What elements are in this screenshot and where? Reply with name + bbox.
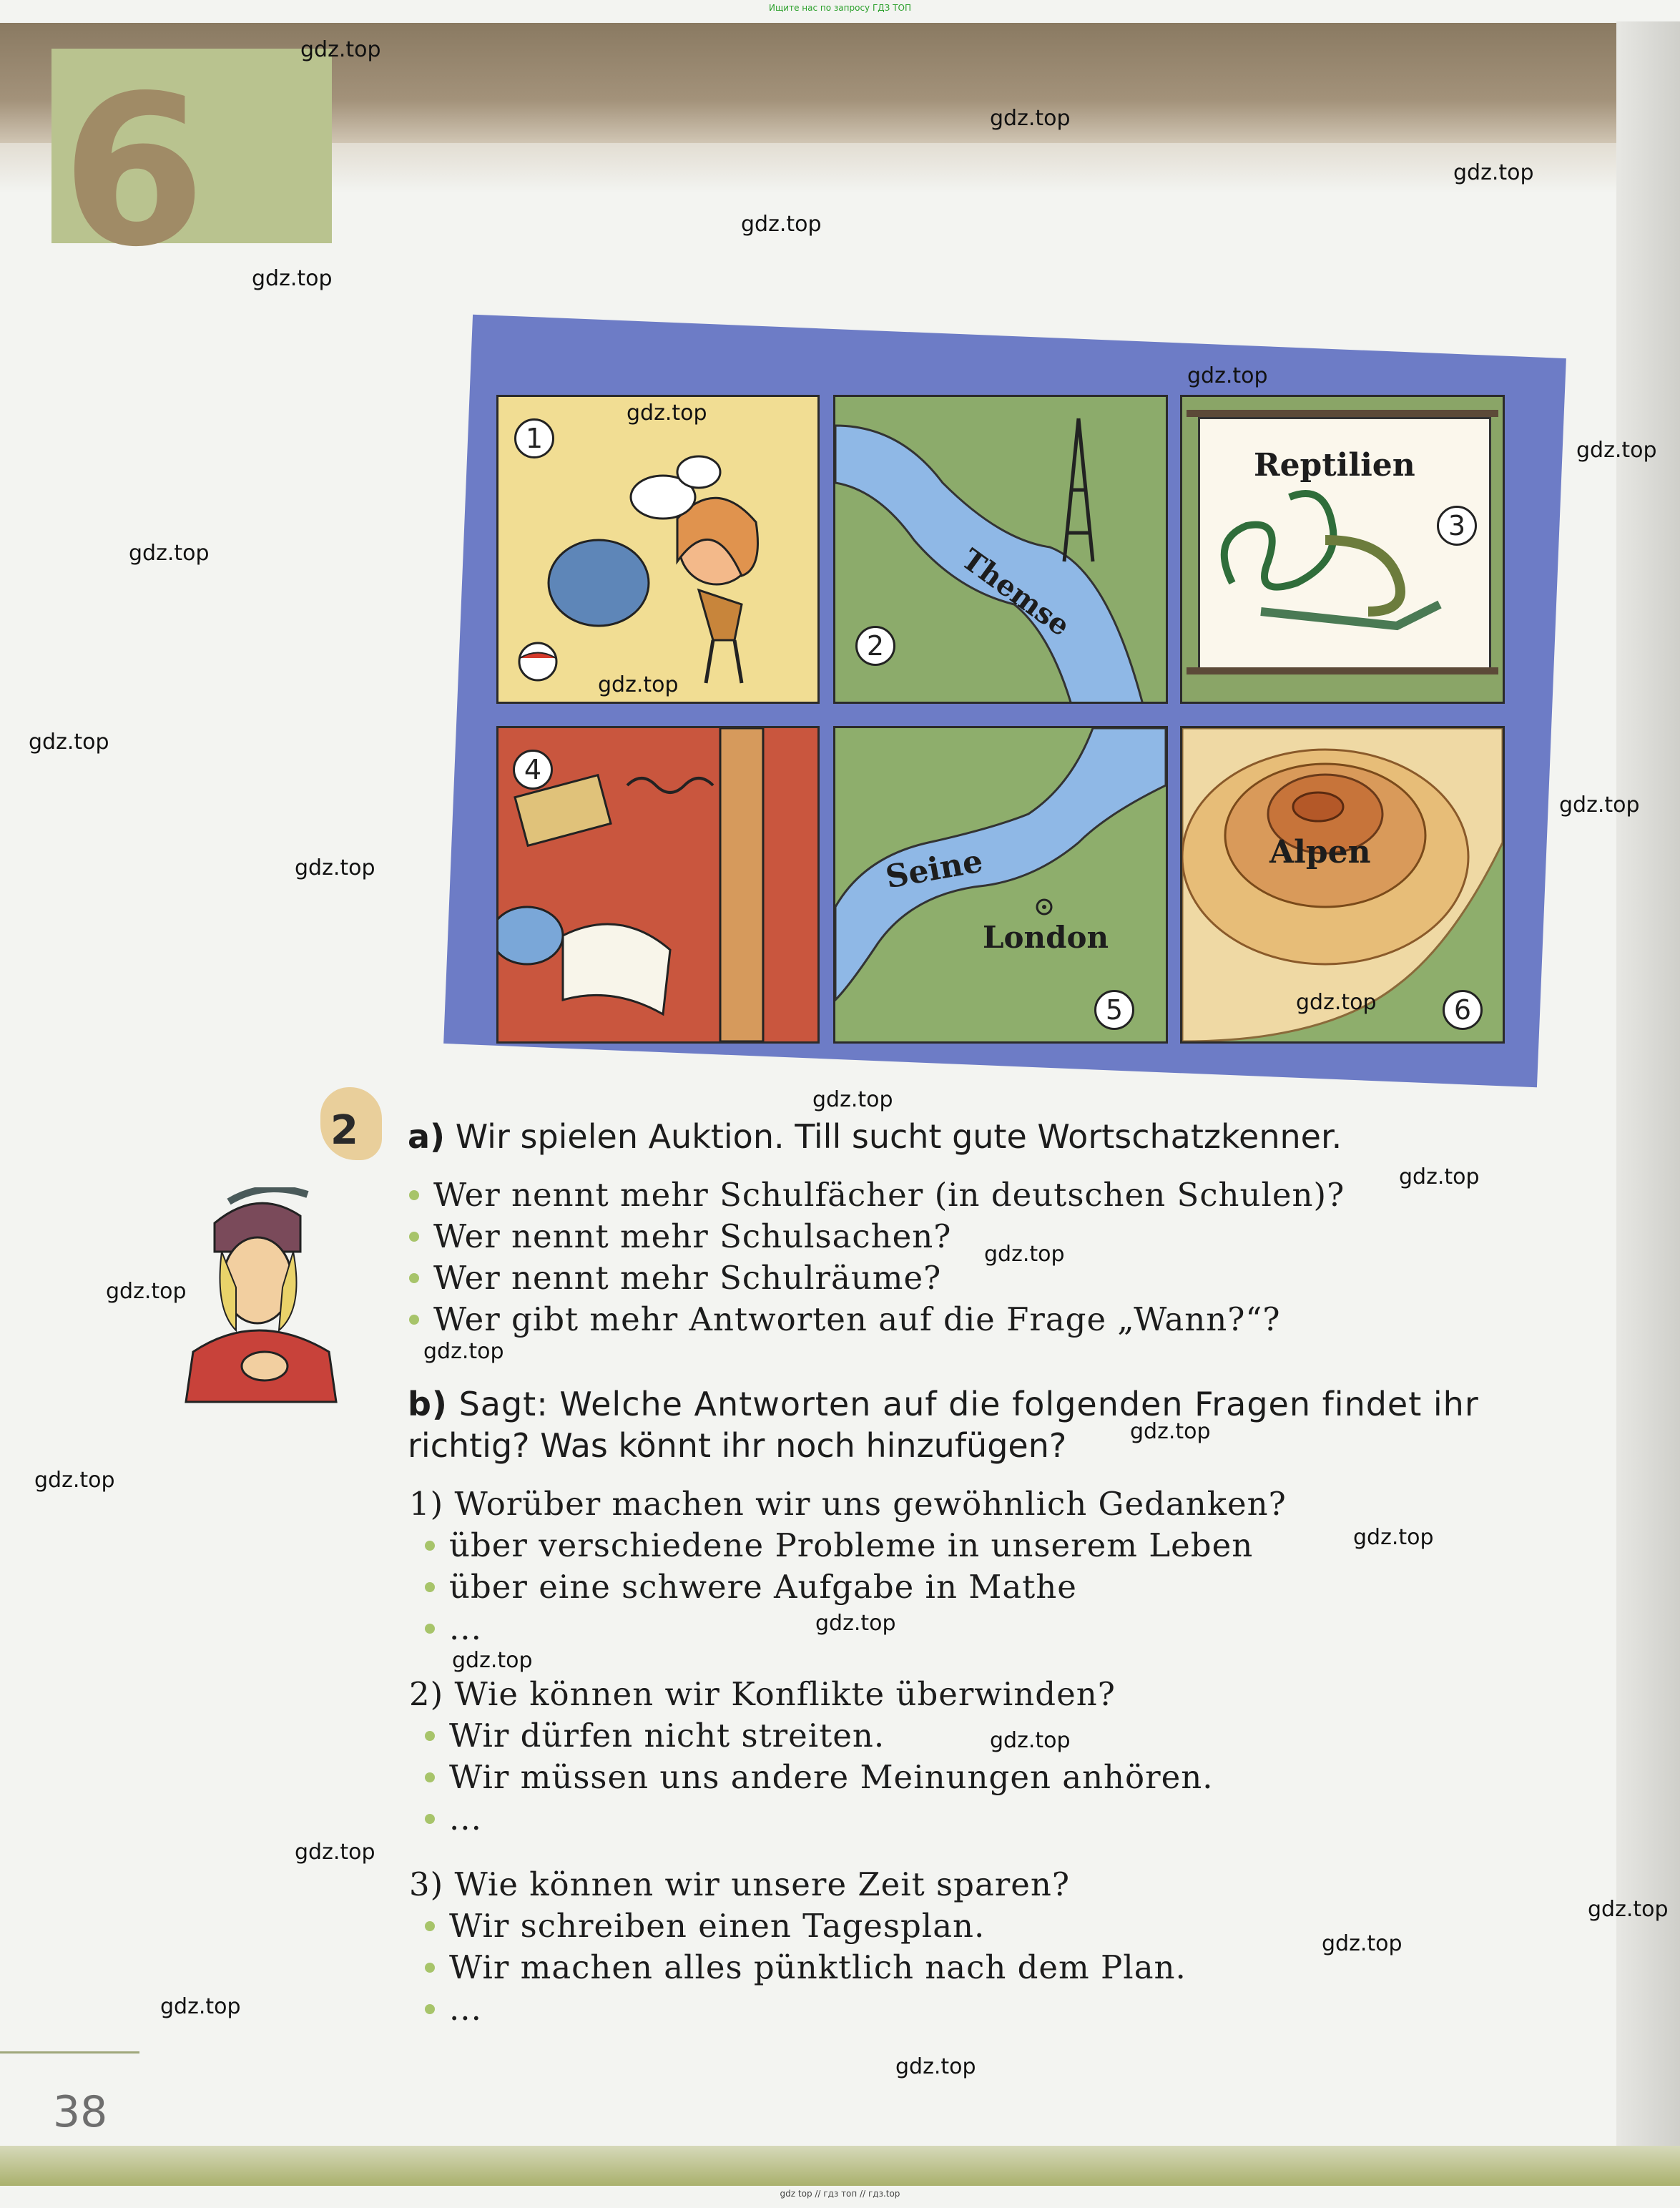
part-a-instruction: Wir spielen Auktion. Till sucht gute Wortschatzkenner. <box>455 1117 1342 1156</box>
bullet-icon <box>425 1772 435 1782</box>
list-item <box>425 1717 885 1755</box>
question-1: 1) Worüber machen wir uns gewöhnlich Gedanken? <box>409 1485 1287 1523</box>
picture-panel-4 <box>496 726 820 1044</box>
question-2: 2) Wie können wir Konflikte überwinden? <box>409 1675 1116 1713</box>
list-item-text: Wer nennt mehr Schulräume? <box>433 1259 942 1297</box>
part-b-label: b) <box>408 1385 448 1423</box>
answer-text: Wir dürfen nicht streiten. <box>449 1717 885 1755</box>
watermark: gdz.top <box>1353 1525 1434 1550</box>
list-item <box>409 1217 951 1255</box>
watermark: gdz.top <box>990 106 1071 131</box>
answer-text: Wir müssen uns andere Meinungen anhören. <box>449 1758 1214 1796</box>
panel-number-5: 5 <box>1094 990 1134 1030</box>
watermark: gdz.top <box>295 855 375 880</box>
list-item <box>425 1990 482 2028</box>
watermark: gdz.top <box>29 730 109 755</box>
answer-text: Wir schreiben einen Tagesplan. <box>449 1907 986 1945</box>
part-b-instruction-2: richtig? Was könnt ihr noch hinzufügen? <box>408 1426 1067 1465</box>
watermark: gdz.top <box>1322 1931 1403 1956</box>
picture-panel-3 <box>1180 395 1505 704</box>
page-gutter <box>1616 21 1680 2182</box>
list-item <box>425 1907 985 1945</box>
list-item <box>409 1259 941 1297</box>
bullet-icon <box>425 1582 435 1592</box>
watermark: gdz.top <box>1559 793 1640 818</box>
answer-text: ... <box>449 1609 482 1647</box>
watermark: gdz.top <box>598 672 679 697</box>
watermark: gdz.top <box>34 1468 115 1493</box>
bullet-icon <box>425 1731 435 1741</box>
list-item-text: Wer nennt mehr Schulfächer (in deutschen Schulen)? <box>433 1176 1345 1214</box>
bullet-icon <box>409 1315 419 1325</box>
watermark: gdz.top <box>741 212 822 237</box>
answer-text: über eine schwere Aufgabe in Mathe <box>449 1568 1077 1606</box>
list-item-text: Wer gibt mehr Antworten auf die Frage „Wann?“? <box>433 1300 1281 1338</box>
watermark: gdz.top <box>1453 160 1534 185</box>
poster-title-reptilien: Reptilien <box>1254 447 1415 484</box>
list-item-text: Wer nennt mehr Schulsachen? <box>433 1217 952 1255</box>
watermark: gdz.top <box>1576 438 1657 463</box>
picture-panel-5 <box>833 726 1168 1044</box>
map-label-alpen: Alpen <box>1269 834 1371 870</box>
watermark: gdz.top <box>984 1242 1065 1267</box>
watermark: gdz.top <box>627 401 707 426</box>
list-item <box>425 1758 1214 1796</box>
watermark: gdz.top <box>423 1339 504 1364</box>
panel-number-1: 1 <box>514 418 554 458</box>
map-label-seine: Seine <box>883 843 986 896</box>
list-item <box>425 1526 1253 1564</box>
exercise-number: 2 <box>330 1107 358 1154</box>
bullet-icon <box>409 1190 419 1200</box>
bullet-icon <box>409 1273 419 1283</box>
watermark: gdz.top <box>160 1994 241 2019</box>
bottom-note: gdz top // гдз топ // гдз.top <box>780 2189 900 2199</box>
watermark: gdz.top <box>129 541 210 566</box>
watermark: gdz.top <box>1130 1419 1211 1444</box>
watermark: gdz.top <box>252 266 333 291</box>
watermark: gdz.top <box>295 1840 375 1865</box>
reptiles-poster-illustration <box>1182 397 1503 702</box>
bullet-icon <box>425 1921 435 1931</box>
watermark: gdz.top <box>1187 363 1268 388</box>
picture-panel-2 <box>833 395 1168 704</box>
watermark: gdz.top <box>895 2054 976 2079</box>
answer-text: Wir machen alles pünktlich nach dem Plan. <box>449 1948 1187 1986</box>
bullet-icon <box>425 1541 435 1551</box>
list-item <box>425 1948 1187 1986</box>
panel-number-6: 6 <box>1443 990 1483 1030</box>
till-character-illustration <box>179 1187 350 1409</box>
picture-panel-1 <box>496 395 820 704</box>
part-a-label: a) <box>408 1117 446 1156</box>
watermark: gdz.top <box>812 1087 893 1112</box>
top-note: Ищите нас по запросу ГДЗ ТОП <box>769 3 911 13</box>
watermark: gdz.top <box>1296 990 1377 1015</box>
panel-number-3: 3 <box>1437 506 1477 546</box>
watermark: gdz.top <box>300 37 381 62</box>
bullet-icon <box>425 1963 435 1973</box>
watermark: gdz.top <box>1588 1897 1669 1922</box>
answer-text: ... <box>449 1990 482 2028</box>
watermark: gdz.top <box>1399 1164 1480 1189</box>
unit-number: 6 <box>62 51 206 293</box>
list-item <box>425 1609 482 1647</box>
bullet-icon <box>409 1232 419 1242</box>
watermark: gdz.top <box>106 1279 187 1304</box>
bottom-band <box>0 2146 1680 2186</box>
bullet-icon <box>425 1814 435 1824</box>
question-3: 3) Wie können wir unsere Zeit sparen? <box>409 1865 1071 1903</box>
map-label-themse: Themse <box>955 542 1076 643</box>
answer-text: ... <box>449 1800 482 1837</box>
watermark: gdz.top <box>990 1728 1071 1753</box>
watermark: gdz.top <box>815 1611 896 1636</box>
list-item <box>409 1176 1345 1214</box>
part-b-instruction-1: Sagt: Welche Antworten auf die folgenden Fragen findet ihr <box>458 1385 1479 1423</box>
watermark: gdz.top <box>452 1648 533 1673</box>
part-b-line-1 <box>408 1385 1479 1423</box>
panel-number-2: 2 <box>855 626 895 666</box>
list-item <box>425 1568 1077 1606</box>
list-item <box>409 1300 1281 1338</box>
bullet-icon <box>425 1624 435 1634</box>
list-item <box>425 1800 482 1837</box>
bullet-icon <box>425 2004 435 2014</box>
answer-text: über verschiedene Probleme in unserem Leben <box>449 1526 1254 1564</box>
panel-number-4: 4 <box>513 750 553 790</box>
page-number: 38 <box>53 2087 108 2137</box>
map-label-london: London <box>983 920 1109 955</box>
part-a-line <box>408 1117 1342 1156</box>
page-rule <box>0 2051 139 2054</box>
